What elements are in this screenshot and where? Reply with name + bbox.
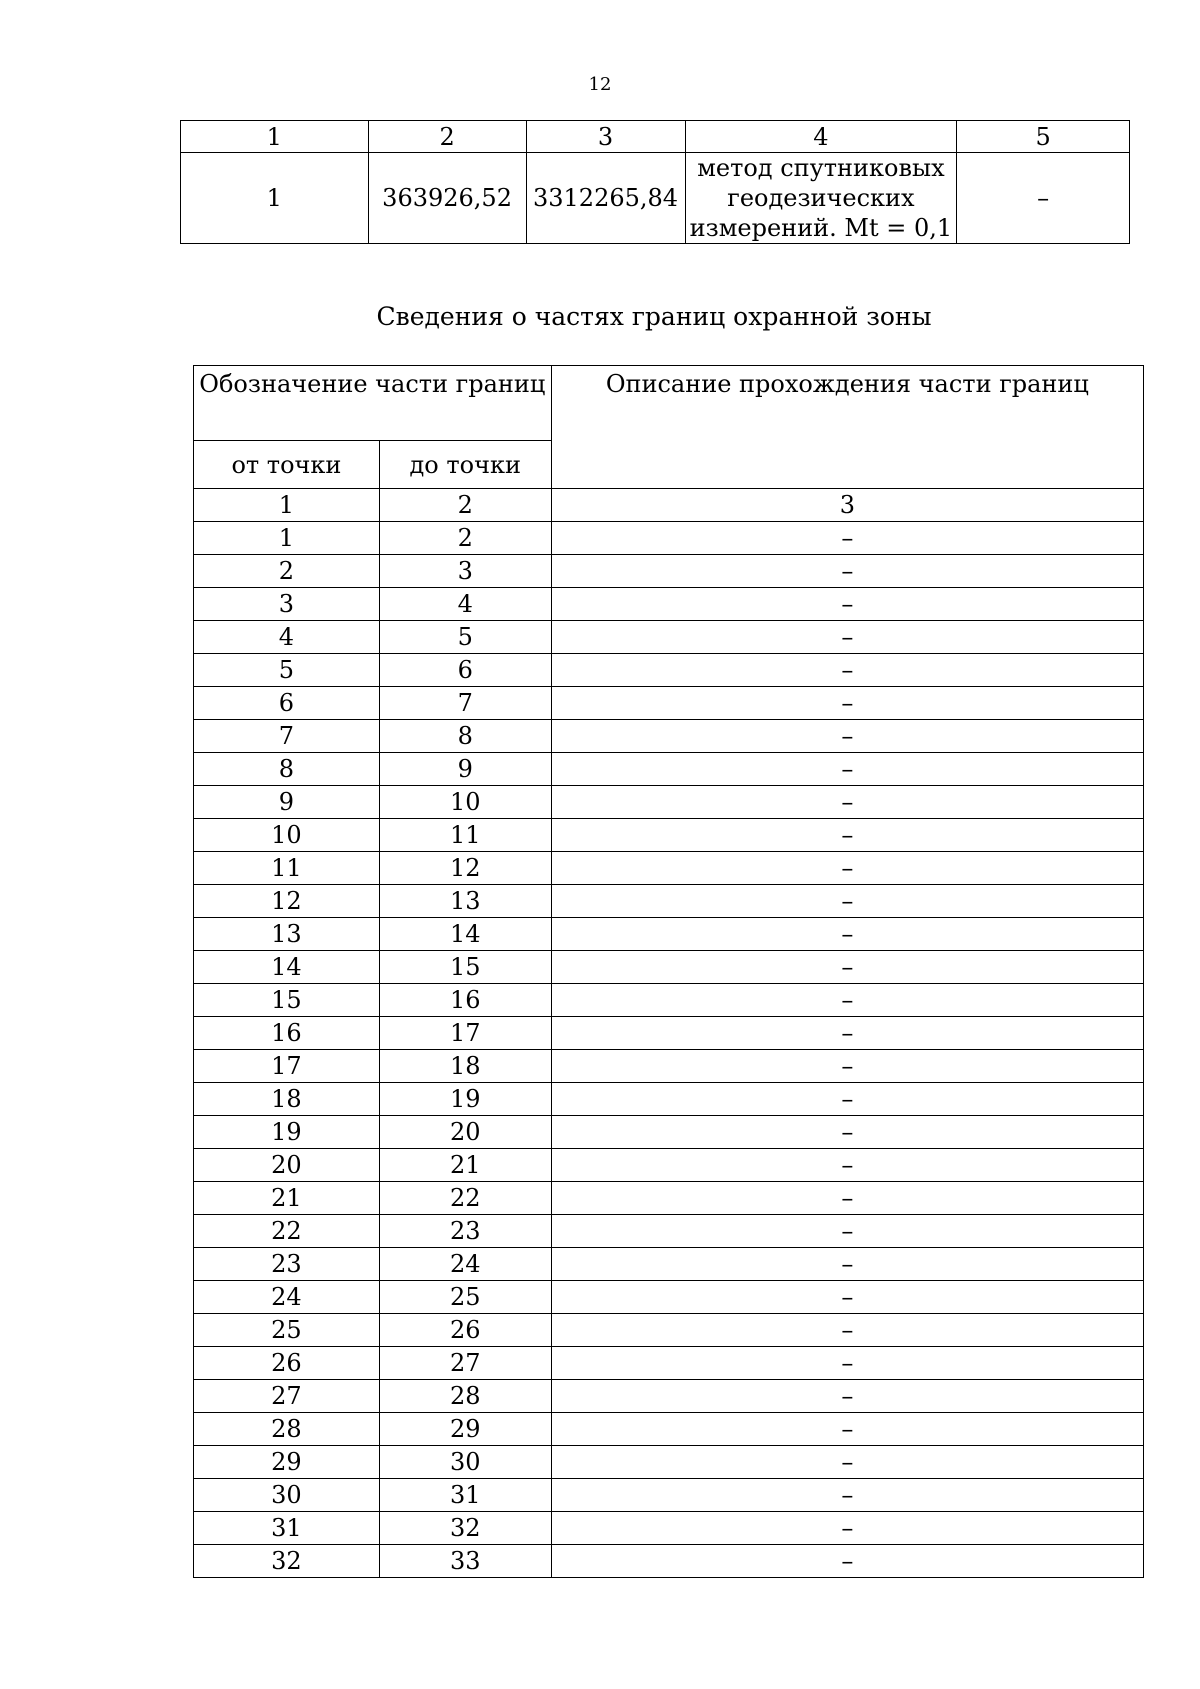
description: – [551, 1479, 1143, 1512]
table-row [194, 852, 1144, 885]
to-point: 25 [379, 1281, 551, 1314]
table-row [194, 522, 1144, 555]
table-row [194, 786, 1144, 819]
description: – [551, 918, 1143, 951]
to-point: 26 [379, 1314, 551, 1347]
table-row [194, 885, 1144, 918]
from-point: 6 [194, 687, 380, 720]
column-number: 4 [685, 121, 957, 153]
method-line: метод спутниковых [697, 154, 945, 182]
from-point: 4 [194, 621, 380, 654]
table-row [194, 720, 1144, 753]
table-row [194, 1017, 1144, 1050]
description: – [551, 621, 1143, 654]
to-point: 2 [379, 522, 551, 555]
table-row [194, 555, 1144, 588]
column-number: 2 [379, 489, 551, 522]
from-point: 26 [194, 1347, 380, 1380]
table-row [194, 1281, 1144, 1314]
to-point: 29 [379, 1413, 551, 1446]
description: – [551, 588, 1143, 621]
table-row [194, 1149, 1144, 1182]
to-point: 15 [379, 951, 551, 984]
boundary-parts-table [193, 365, 1144, 1578]
description: – [551, 687, 1143, 720]
table-row [194, 1479, 1144, 1512]
table-row [194, 1083, 1144, 1116]
coordinates-table-row [181, 153, 1130, 244]
table-row [194, 1413, 1144, 1446]
description: – [551, 1347, 1143, 1380]
parts-table-body [194, 489, 1144, 1578]
column-number: 2 [368, 121, 526, 153]
method-description [685, 153, 957, 244]
column-number: 3 [551, 489, 1143, 522]
table-row [194, 819, 1144, 852]
from-point: 5 [194, 654, 380, 687]
to-point: 5 [379, 621, 551, 654]
from-point: 27 [194, 1380, 380, 1413]
description: – [551, 1446, 1143, 1479]
coordinates-table [180, 120, 1130, 244]
description: – [551, 786, 1143, 819]
to-point: 13 [379, 885, 551, 918]
to-point: 30 [379, 1446, 551, 1479]
note-cell: – [957, 153, 1130, 244]
to-point: 22 [379, 1182, 551, 1215]
to-point: 33 [379, 1545, 551, 1578]
description: – [551, 1281, 1143, 1314]
header-designation: Обозначение части границ [194, 366, 552, 441]
table-row [194, 654, 1144, 687]
to-point: 17 [379, 1017, 551, 1050]
table-row [194, 1116, 1144, 1149]
description: – [551, 753, 1143, 786]
from-point: 31 [194, 1512, 380, 1545]
from-point: 16 [194, 1017, 380, 1050]
from-point: 11 [194, 852, 380, 885]
to-point: 24 [379, 1248, 551, 1281]
from-point: 29 [194, 1446, 380, 1479]
description: – [551, 1380, 1143, 1413]
from-point: 3 [194, 588, 380, 621]
to-point: 28 [379, 1380, 551, 1413]
description: – [551, 1017, 1143, 1050]
description: – [551, 819, 1143, 852]
description: – [551, 1182, 1143, 1215]
page-number: 12 [588, 74, 612, 95]
table-row [194, 951, 1144, 984]
table-row [194, 1248, 1144, 1281]
description: – [551, 1413, 1143, 1446]
description: – [551, 852, 1143, 885]
table-row [194, 918, 1144, 951]
description: – [551, 885, 1143, 918]
to-point: 9 [379, 753, 551, 786]
from-point: 2 [194, 555, 380, 588]
to-point: 23 [379, 1215, 551, 1248]
table-row [194, 1545, 1144, 1578]
from-point: 17 [194, 1050, 380, 1083]
from-point: 9 [194, 786, 380, 819]
table-row [194, 1347, 1144, 1380]
parts-table-header-row [194, 366, 1144, 441]
description: – [551, 1314, 1143, 1347]
table-row [194, 1050, 1144, 1083]
column-number: 1 [181, 121, 369, 153]
from-point: 23 [194, 1248, 380, 1281]
from-point: 1 [194, 522, 380, 555]
from-point: 28 [194, 1413, 380, 1446]
description: – [551, 951, 1143, 984]
from-point: 7 [194, 720, 380, 753]
from-point: 32 [194, 1545, 380, 1578]
description: – [551, 984, 1143, 1017]
description: – [551, 1149, 1143, 1182]
from-point: 12 [194, 885, 380, 918]
description: – [551, 720, 1143, 753]
to-point: 19 [379, 1083, 551, 1116]
description: – [551, 522, 1143, 555]
column-number: 5 [957, 121, 1130, 153]
method-line: геодезических [727, 184, 915, 212]
parts-table-column-numbers [194, 489, 1144, 522]
description: – [551, 1116, 1143, 1149]
to-point: 6 [379, 654, 551, 687]
description: – [551, 1512, 1143, 1545]
description: – [551, 1050, 1143, 1083]
to-point: 32 [379, 1512, 551, 1545]
from-point: 14 [194, 951, 380, 984]
header-description: Описание прохождения части границ [551, 366, 1143, 489]
from-point: 19 [194, 1116, 380, 1149]
from-point: 30 [194, 1479, 380, 1512]
column-number: 1 [194, 489, 380, 522]
to-point: 7 [379, 687, 551, 720]
table-row [194, 1215, 1144, 1248]
column-number: 3 [526, 121, 685, 153]
description: – [551, 555, 1143, 588]
to-point: 8 [379, 720, 551, 753]
from-point: 22 [194, 1215, 380, 1248]
section-title: Сведения о частях границ охранной зоны [376, 302, 932, 331]
description: – [551, 1248, 1143, 1281]
to-point: 27 [379, 1347, 551, 1380]
to-point: 4 [379, 588, 551, 621]
description: – [551, 654, 1143, 687]
from-point: 13 [194, 918, 380, 951]
to-point: 12 [379, 852, 551, 885]
from-point: 15 [194, 984, 380, 1017]
description: – [551, 1083, 1143, 1116]
to-point: 3 [379, 555, 551, 588]
from-point: 10 [194, 819, 380, 852]
to-point: 14 [379, 918, 551, 951]
from-point: 21 [194, 1182, 380, 1215]
table-row [194, 1512, 1144, 1545]
from-point: 18 [194, 1083, 380, 1116]
method-line: измерений. Mt = 0,1 [689, 214, 953, 242]
table-row [194, 1380, 1144, 1413]
table-row [194, 1314, 1144, 1347]
description: – [551, 1215, 1143, 1248]
from-point: 24 [194, 1281, 380, 1314]
table-row [194, 1182, 1144, 1215]
description: – [551, 1545, 1143, 1578]
coordinate-x: 363926,52 [368, 153, 526, 244]
header-to-point: до точки [379, 441, 551, 489]
to-point: 18 [379, 1050, 551, 1083]
table-row [194, 753, 1144, 786]
point-number: 1 [181, 153, 369, 244]
table-row [194, 1446, 1144, 1479]
to-point: 21 [379, 1149, 551, 1182]
from-point: 20 [194, 1149, 380, 1182]
to-point: 10 [379, 786, 551, 819]
to-point: 31 [379, 1479, 551, 1512]
table-row [194, 687, 1144, 720]
coordinates-table-header-row [181, 121, 1130, 153]
to-point: 16 [379, 984, 551, 1017]
table-row [194, 588, 1144, 621]
table-row [194, 984, 1144, 1017]
header-from-point: от точки [194, 441, 380, 489]
to-point: 20 [379, 1116, 551, 1149]
from-point: 25 [194, 1314, 380, 1347]
to-point: 11 [379, 819, 551, 852]
coordinate-y: 3312265,84 [526, 153, 685, 244]
table-row [194, 621, 1144, 654]
from-point: 8 [194, 753, 380, 786]
